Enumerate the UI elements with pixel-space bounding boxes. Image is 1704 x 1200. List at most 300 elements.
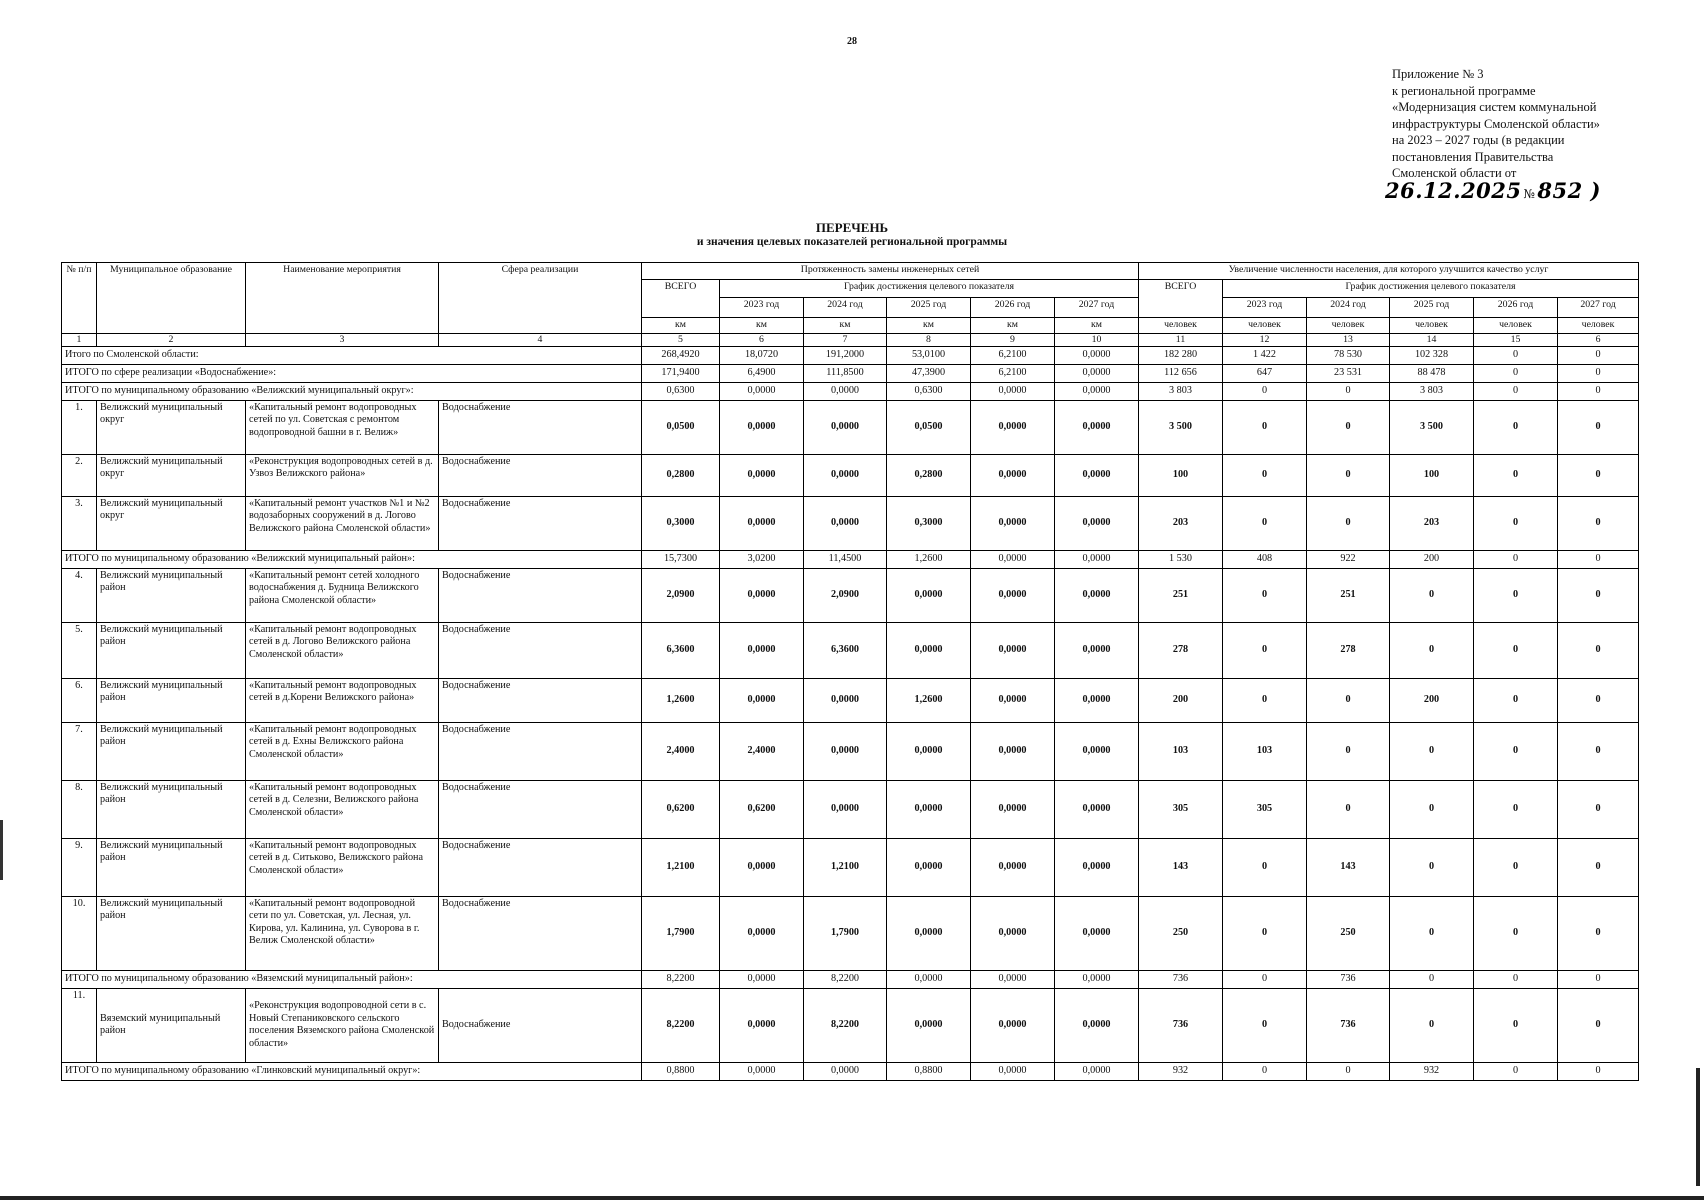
municipality-cell: Велижский муниципальный район	[97, 896, 246, 970]
appendix-line: к региональной программе	[1392, 83, 1536, 98]
value-cell: 0,0000	[720, 400, 804, 454]
column-number: 4	[439, 333, 642, 346]
header-year: 2025 год	[1390, 298, 1474, 318]
value-cell: 0,0000	[971, 622, 1055, 678]
unit-people: человек	[1307, 318, 1390, 334]
value-cell: 2,0900	[804, 568, 887, 622]
appendix-line: Смоленской области от	[1392, 166, 1517, 180]
unit-km: км	[642, 318, 720, 334]
value-cell: 0,0000	[887, 896, 971, 970]
value-cell: 6,2100	[971, 364, 1055, 382]
unit-people: человек	[1223, 318, 1307, 334]
table-row	[62, 400, 1639, 454]
unit-km: км	[804, 318, 887, 334]
header-sphere: Сфера реализации	[439, 263, 642, 334]
value-cell: 1,2600	[642, 678, 720, 722]
value-cell: 0,0000	[804, 382, 887, 400]
value-cell: 305	[1223, 780, 1307, 838]
scan-mark-right	[1696, 1068, 1700, 1186]
value-cell: 0,0000	[720, 454, 804, 496]
value-cell: 0	[1223, 568, 1307, 622]
value-cell: 0	[1474, 382, 1558, 400]
sphere-cell: Водоснабжение	[439, 678, 642, 722]
handwritten-date-number: 26.12.2025 №852 )	[1385, 178, 1601, 203]
total-label: ИТОГО по сфере реализации «Водоснабжение»:	[62, 364, 642, 382]
header-length-group: Протяженность замены инженерных сетей	[642, 263, 1139, 280]
value-cell: 0	[1390, 568, 1474, 622]
sphere-cell: Водоснабжение	[439, 454, 642, 496]
value-cell: 0	[1558, 988, 1639, 1062]
value-cell: 0,0000	[804, 678, 887, 722]
municipality-cell: Велижский муниципальный район	[97, 622, 246, 678]
total-label: ИТОГО по муниципальному образованию «Велижский муниципальный округ»:	[62, 382, 642, 400]
value-cell: 0	[1223, 400, 1307, 454]
value-cell: 11,4500	[804, 550, 887, 568]
value-cell: 0,0000	[887, 838, 971, 896]
column-number: 14	[1390, 333, 1474, 346]
value-cell: 0,0000	[971, 550, 1055, 568]
value-cell: 0,6300	[642, 382, 720, 400]
value-cell: 0	[1558, 364, 1639, 382]
value-cell: 0	[1558, 568, 1639, 622]
value-cell: 736	[1307, 970, 1390, 988]
sphere-cell: Водоснабжение	[439, 496, 642, 550]
appendix-line: на 2023 – 2027 годы (в редакции	[1392, 133, 1565, 147]
value-cell: 182 280	[1139, 346, 1223, 364]
value-cell: 736	[1307, 988, 1390, 1062]
value-cell: 0,0000	[720, 622, 804, 678]
row-number: 7.	[62, 722, 97, 780]
value-cell: 0,0000	[804, 780, 887, 838]
value-cell: 88 478	[1390, 364, 1474, 382]
header-total-people: ВСЕГО	[1139, 280, 1223, 318]
value-cell: 0,6200	[642, 780, 720, 838]
value-cell: 0	[1474, 722, 1558, 780]
value-cell: 15,7300	[642, 550, 720, 568]
header-municipality: Муниципальное образование	[97, 263, 246, 334]
value-cell: 0,0000	[720, 970, 804, 988]
municipality-cell: Велижский муниципальный район	[97, 780, 246, 838]
value-cell: 0,0000	[1055, 838, 1139, 896]
value-cell: 251	[1139, 568, 1223, 622]
value-cell: 922	[1307, 550, 1390, 568]
sphere-cell: Водоснабжение	[439, 568, 642, 622]
value-cell: 1,7900	[642, 896, 720, 970]
value-cell: 2,0900	[642, 568, 720, 622]
event-cell: «Капитальный ремонт водопроводных сетей по ул. Советская с ремонтом водопроводной башни в г. Велиж»	[246, 400, 439, 454]
value-cell: 3 500	[1139, 400, 1223, 454]
document-subtitle: и значения целевых показателей региональной программы	[696, 236, 1008, 248]
value-cell: 0,0000	[720, 988, 804, 1062]
value-cell: 0,0000	[971, 722, 1055, 780]
value-cell: 2,4000	[720, 722, 804, 780]
municipality-cell: Велижский муниципальный район	[97, 678, 246, 722]
column-number: 13	[1307, 333, 1390, 346]
municipality-cell: Велижский муниципальный округ	[97, 454, 246, 496]
municipality-cell: Велижский муниципальный район	[97, 722, 246, 780]
event-cell: «Капитальный ремонт водопроводных сетей в д. Ситьково, Велижского района Смоленской области»	[246, 838, 439, 896]
column-number: 11	[1139, 333, 1223, 346]
value-cell: 0	[1558, 496, 1639, 550]
column-number: 2	[97, 333, 246, 346]
value-cell: 6,4900	[720, 364, 804, 382]
municipality-cell: Велижский муниципальный округ	[97, 400, 246, 454]
value-cell: 103	[1139, 722, 1223, 780]
value-cell: 251	[1307, 568, 1390, 622]
value-cell: 0,0000	[720, 382, 804, 400]
value-cell: 0,0500	[642, 400, 720, 454]
event-cell: «Реконструкция водопроводной сети в с. Новый Степаниковского сельского поселения Вяземского района Смоленской области»	[246, 988, 439, 1062]
column-number: 3	[246, 333, 439, 346]
value-cell: 278	[1139, 622, 1223, 678]
table-row	[62, 622, 1639, 678]
value-cell: 112 656	[1139, 364, 1223, 382]
header-no: № п/п	[62, 263, 97, 334]
value-cell: 0,0000	[1055, 346, 1139, 364]
value-cell: 932	[1390, 1062, 1474, 1080]
unit-km: км	[887, 318, 971, 334]
value-cell: 0	[1558, 454, 1639, 496]
value-cell: 0,0000	[1055, 896, 1139, 970]
handwritten-number: 852	[1537, 178, 1583, 203]
value-cell: 0,6300	[887, 382, 971, 400]
value-cell: 0,0000	[720, 496, 804, 550]
value-cell: 6,2100	[971, 346, 1055, 364]
value-cell: 100	[1139, 454, 1223, 496]
value-cell: 0,0000	[720, 896, 804, 970]
value-cell: 305	[1139, 780, 1223, 838]
scan-bottom-edge	[0, 1196, 1704, 1200]
header-schedule-km: График достижения целевого показателя	[720, 280, 1139, 298]
header-total-km: ВСЕГО	[642, 280, 720, 318]
column-number: 5	[642, 333, 720, 346]
value-cell: 143	[1307, 838, 1390, 896]
value-cell: 0,0000	[804, 400, 887, 454]
value-cell: 0	[1558, 838, 1639, 896]
value-cell: 0	[1223, 382, 1307, 400]
value-cell: 111,8500	[804, 364, 887, 382]
value-cell: 0	[1558, 346, 1639, 364]
value-cell: 0	[1474, 988, 1558, 1062]
value-cell: 736	[1139, 970, 1223, 988]
sphere-cell: Водоснабжение	[439, 896, 642, 970]
unit-km: км	[971, 318, 1055, 334]
value-cell: 0,0000	[804, 454, 887, 496]
value-cell: 0,0000	[887, 622, 971, 678]
document-title: ПЕРЕЧЕНЬ	[815, 220, 889, 235]
table-row	[62, 838, 1639, 896]
value-cell: 0,0000	[1055, 400, 1139, 454]
header-population-group: Увеличение численности населения, для которого улучшится качество услуг	[1139, 263, 1639, 280]
value-cell: 0,0000	[804, 1062, 887, 1080]
value-cell: 647	[1223, 364, 1307, 382]
unit-people: человек	[1474, 318, 1558, 334]
value-cell: 0	[1474, 970, 1558, 988]
value-cell: 0,0000	[1055, 496, 1139, 550]
value-cell: 0	[1558, 382, 1639, 400]
column-numbers-row	[62, 333, 1639, 346]
value-cell: 0,0000	[720, 1062, 804, 1080]
value-cell: 2,4000	[642, 722, 720, 780]
value-cell: 0,0000	[804, 722, 887, 780]
header-year: 2023 год	[1223, 298, 1307, 318]
unit-people: человек	[1139, 318, 1223, 334]
row-number: 3.	[62, 496, 97, 550]
header-year: 2026 год	[971, 298, 1055, 318]
sphere-cell: Водоснабжение	[439, 622, 642, 678]
value-cell: 0	[1223, 838, 1307, 896]
value-cell: 736	[1139, 988, 1223, 1062]
value-cell: 0,0000	[1055, 364, 1139, 382]
value-cell: 0	[1223, 1062, 1307, 1080]
column-number: 8	[887, 333, 971, 346]
row-number: 8.	[62, 780, 97, 838]
value-cell: 0,0000	[971, 496, 1055, 550]
column-number: 15	[1474, 333, 1558, 346]
table-row	[62, 454, 1639, 496]
appendix-line: постановления Правительства	[1392, 149, 1554, 164]
value-cell: 0,0500	[887, 400, 971, 454]
value-cell: 0	[1223, 454, 1307, 496]
value-cell: 0,0000	[971, 780, 1055, 838]
value-cell: 0	[1390, 838, 1474, 896]
unit-km: км	[720, 318, 804, 334]
value-cell: 0,0000	[1055, 568, 1139, 622]
value-cell: 1,2600	[887, 550, 971, 568]
value-cell: 171,9400	[642, 364, 720, 382]
value-cell: 0,0000	[971, 382, 1055, 400]
value-cell: 0	[1307, 678, 1390, 722]
value-cell: 0	[1390, 970, 1474, 988]
value-cell: 3,0200	[720, 550, 804, 568]
event-cell: «Капитальный ремонт водопроводных сетей в д.Корени Велижского района»	[246, 678, 439, 722]
table-row	[62, 568, 1639, 622]
value-cell: 6,3600	[804, 622, 887, 678]
row-number: 1.	[62, 400, 97, 454]
table-row	[62, 988, 1639, 1062]
row-number: 5.	[62, 622, 97, 678]
value-cell: 0,0000	[971, 400, 1055, 454]
value-cell: 0,0000	[1055, 970, 1139, 988]
value-cell: 0	[1390, 722, 1474, 780]
value-cell: 191,2000	[804, 346, 887, 364]
row-number: 6.	[62, 678, 97, 722]
value-cell: 0	[1558, 896, 1639, 970]
header-schedule-people: График достижения целевого показателя	[1223, 280, 1639, 298]
value-cell: 0	[1474, 496, 1558, 550]
total-row	[62, 382, 1639, 400]
value-cell: 0	[1558, 622, 1639, 678]
value-cell: 0	[1307, 496, 1390, 550]
sphere-cell: Водоснабжение	[439, 400, 642, 454]
value-cell: 268,4920	[642, 346, 720, 364]
value-cell: 102 328	[1390, 346, 1474, 364]
value-cell: 0	[1390, 988, 1474, 1062]
value-cell: 0,0000	[720, 678, 804, 722]
page-number: 28	[847, 36, 857, 47]
value-cell: 0,8800	[642, 1062, 720, 1080]
column-number: 7	[804, 333, 887, 346]
value-cell: 78 530	[1307, 346, 1390, 364]
value-cell: 0,0000	[971, 970, 1055, 988]
value-cell: 0	[1558, 400, 1639, 454]
value-cell: 0	[1474, 838, 1558, 896]
row-number: 10.	[62, 896, 97, 970]
value-cell: 1,2100	[642, 838, 720, 896]
value-cell: 0,0000	[887, 780, 971, 838]
value-cell: 3 803	[1139, 382, 1223, 400]
value-cell: 0	[1558, 722, 1639, 780]
total-label: ИТОГО по муниципальному образованию «Вяземский муниципальный район»:	[62, 970, 642, 988]
municipality-cell: Велижский муниципальный район	[97, 838, 246, 896]
value-cell: 0,0000	[971, 678, 1055, 722]
value-cell: 8,2200	[642, 970, 720, 988]
value-cell: 0	[1558, 678, 1639, 722]
header-row	[62, 263, 1639, 280]
column-number: 1	[62, 333, 97, 346]
sphere-cell: Водоснабжение	[439, 838, 642, 896]
value-cell: 0	[1307, 780, 1390, 838]
value-cell: 47,3900	[887, 364, 971, 382]
total-row	[62, 550, 1639, 568]
value-cell: 0	[1474, 678, 1558, 722]
table-row	[62, 496, 1639, 550]
value-cell: 0,0000	[804, 496, 887, 550]
value-cell: 203	[1390, 496, 1474, 550]
value-cell: 0	[1474, 622, 1558, 678]
value-cell: 203	[1139, 496, 1223, 550]
value-cell: 0,0000	[1055, 678, 1139, 722]
total-row	[62, 970, 1639, 988]
total-row	[62, 1062, 1639, 1080]
number-label: №	[1523, 187, 1536, 201]
value-cell: 0	[1474, 400, 1558, 454]
event-cell: «Капитальный ремонт сетей холодного водоснабжения д. Будница Велижского района Смоленской области»	[246, 568, 439, 622]
municipality-cell: Велижский муниципальный район	[97, 568, 246, 622]
value-cell: 0,0000	[887, 722, 971, 780]
value-cell: 8,2200	[804, 988, 887, 1062]
column-number: 9	[971, 333, 1055, 346]
column-number: 6	[1558, 333, 1639, 346]
municipality-cell: Вяземский муниципальный район	[97, 988, 246, 1062]
value-cell: 250	[1307, 896, 1390, 970]
value-cell: 0,0000	[971, 838, 1055, 896]
value-cell: 0,3000	[642, 496, 720, 550]
table-row	[62, 896, 1639, 970]
value-cell: 0	[1223, 988, 1307, 1062]
header-year: 2027 год	[1558, 298, 1639, 318]
value-cell: 0	[1223, 678, 1307, 722]
value-cell: 0,0000	[1055, 382, 1139, 400]
value-cell: 0	[1307, 454, 1390, 496]
value-cell: 0	[1474, 568, 1558, 622]
value-cell: 932	[1139, 1062, 1223, 1080]
value-cell: 103	[1223, 722, 1307, 780]
table-row	[62, 678, 1639, 722]
value-cell: 0,0000	[1055, 1062, 1139, 1080]
sphere-cell: Водоснабжение	[439, 722, 642, 780]
value-cell: 3 500	[1390, 400, 1474, 454]
value-cell: 0,0000	[887, 988, 971, 1062]
value-cell: 0,8800	[887, 1062, 971, 1080]
event-cell: «Капитальный ремонт водопроводных сетей в д. Логово Велижского района Смоленской области»	[246, 622, 439, 678]
value-cell: 0	[1390, 896, 1474, 970]
value-cell: 200	[1390, 550, 1474, 568]
value-cell: 8,2200	[804, 970, 887, 988]
appendix-line: «Модернизация систем коммунальной	[1392, 100, 1597, 114]
value-cell: 0,0000	[971, 896, 1055, 970]
value-cell: 0,0000	[1055, 722, 1139, 780]
value-cell: 1,2100	[804, 838, 887, 896]
value-cell: 250	[1139, 896, 1223, 970]
row-number: 11.	[62, 988, 97, 1062]
sphere-cell: Водоснабжение	[439, 988, 642, 1062]
value-cell: 0,0000	[1055, 780, 1139, 838]
value-cell: 0,0000	[1055, 550, 1139, 568]
value-cell: 200	[1390, 678, 1474, 722]
indicators-table	[61, 262, 1639, 1081]
value-cell: 200	[1139, 678, 1223, 722]
value-cell: 6,3600	[642, 622, 720, 678]
value-cell: 0	[1223, 496, 1307, 550]
value-cell: 0	[1223, 622, 1307, 678]
total-label: ИТОГО по муниципальному образованию «Глинковский муниципальный округ»:	[62, 1062, 642, 1080]
appendix-block	[1392, 66, 1682, 182]
value-cell: 0,0000	[1055, 454, 1139, 496]
event-cell: «Капитальный ремонт водопроводных сетей в д. Селезни, Велижского района Смоленской области»	[246, 780, 439, 838]
header-year: 2025 год	[887, 298, 971, 318]
unit-people: человек	[1390, 318, 1474, 334]
value-cell: 0	[1390, 780, 1474, 838]
value-cell: 0	[1558, 970, 1639, 988]
handwritten-date: 26.12.2025	[1385, 178, 1522, 203]
value-cell: 0,0000	[971, 454, 1055, 496]
row-number: 4.	[62, 568, 97, 622]
value-cell: 0,0000	[971, 988, 1055, 1062]
value-cell: 0,2800	[887, 454, 971, 496]
value-cell: 0	[1558, 1062, 1639, 1080]
value-cell: 1 422	[1223, 346, 1307, 364]
value-cell: 0	[1390, 622, 1474, 678]
appendix-line: инфраструктуры Смоленской области»	[1392, 116, 1600, 131]
header-year: 2027 год	[1055, 298, 1139, 318]
value-cell: 3 803	[1390, 382, 1474, 400]
value-cell: 0,0000	[971, 1062, 1055, 1080]
value-cell: 0,0000	[720, 838, 804, 896]
header-event: Наименование мероприятия	[246, 263, 439, 334]
appendix-line: Приложение № 3	[1392, 67, 1484, 81]
value-cell: 53,0100	[887, 346, 971, 364]
value-cell: 0,0000	[887, 568, 971, 622]
value-cell: 0	[1223, 896, 1307, 970]
municipality-cell: Велижский муниципальный округ	[97, 496, 246, 550]
value-cell: 100	[1390, 454, 1474, 496]
value-cell: 1,2600	[887, 678, 971, 722]
header-year: 2023 год	[720, 298, 804, 318]
event-cell: «Капитальный ремонт участков №1 и №2 водозаборных сооружений в д. Логово Велижского района Смоленской области»	[246, 496, 439, 550]
sphere-cell: Водоснабжение	[439, 780, 642, 838]
value-cell: 0	[1558, 780, 1639, 838]
header-year: 2026 год	[1474, 298, 1558, 318]
value-cell: 0	[1307, 1062, 1390, 1080]
value-cell: 0	[1307, 382, 1390, 400]
value-cell: 0,3000	[887, 496, 971, 550]
value-cell: 0	[1474, 364, 1558, 382]
total-row	[62, 364, 1639, 382]
value-cell: 0,6200	[720, 780, 804, 838]
value-cell: 8,2200	[642, 988, 720, 1062]
value-cell: 1 530	[1139, 550, 1223, 568]
